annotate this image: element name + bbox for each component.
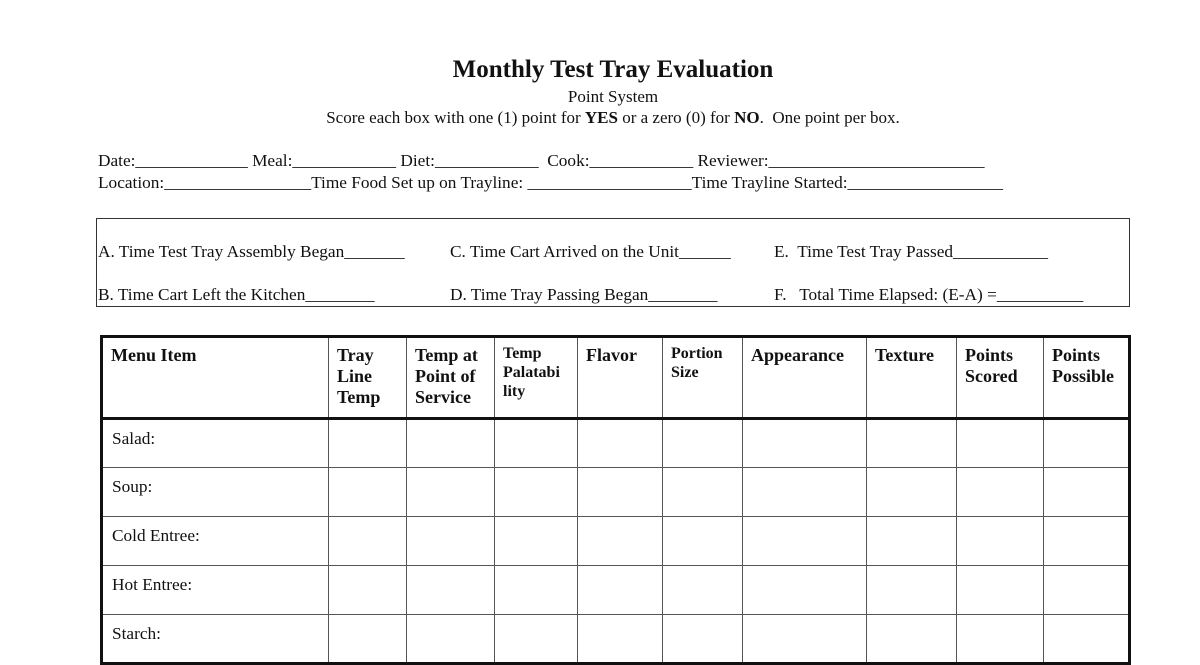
- score-cell[interactable]: [1044, 615, 1130, 664]
- score-cell[interactable]: [495, 615, 578, 664]
- score-cell[interactable]: [867, 468, 957, 517]
- score-cell[interactable]: [743, 615, 867, 664]
- time-field-d[interactable]: D. Time Tray Passing Began________: [450, 285, 718, 304]
- score-cell[interactable]: [329, 517, 407, 566]
- score-cell[interactable]: [867, 566, 957, 615]
- score-cell[interactable]: [743, 517, 867, 566]
- table-header-row: [102, 337, 1130, 419]
- score-cell[interactable]: [495, 517, 578, 566]
- instructions-text: or a zero (0) for: [617, 108, 735, 127]
- column-header-menu-item: Menu Item: [102, 337, 329, 419]
- column-header-tray-line-temp: Tray Line Temp: [329, 337, 407, 419]
- score-cell[interactable]: [578, 517, 663, 566]
- table-row: [102, 566, 1130, 615]
- info-fields-line-1[interactable]: Date:_____________ Meal:____________ Diet:____________ Cook:____________ Reviewer:_________________________: [98, 151, 985, 170]
- menu-item-label: Cold Entree:: [102, 517, 329, 566]
- table-row: [102, 615, 1130, 664]
- evaluation-table: [100, 335, 1131, 665]
- score-cell[interactable]: [578, 615, 663, 664]
- column-header-temp-point-of-service: Temp at Point of Service: [407, 337, 495, 419]
- score-cell[interactable]: [743, 468, 867, 517]
- score-cell[interactable]: [495, 566, 578, 615]
- column-header-temp-palatability: Temp Palatabi lity: [495, 337, 578, 419]
- column-header-points-scored: Points Scored: [957, 337, 1044, 419]
- score-cell[interactable]: [663, 615, 743, 664]
- score-cell[interactable]: [578, 419, 663, 468]
- menu-item-label: Hot Entree:: [102, 566, 329, 615]
- score-cell[interactable]: [957, 468, 1044, 517]
- time-field-f[interactable]: F. Total Time Elapsed: (E-A) =__________: [774, 285, 1084, 304]
- page-subtitle: Point System: [567, 87, 659, 106]
- score-cell[interactable]: [407, 566, 495, 615]
- score-cell[interactable]: [663, 517, 743, 566]
- score-cell[interactable]: [867, 419, 957, 468]
- score-cell[interactable]: [329, 615, 407, 664]
- menu-item-label: Salad:: [102, 419, 329, 468]
- time-tracking-box: [96, 218, 1130, 307]
- page-title: Monthly Test Tray Evaluation: [452, 56, 774, 83]
- instructions-text: . One point per box.: [759, 108, 900, 127]
- table-row: [102, 517, 1130, 566]
- score-cell[interactable]: [578, 566, 663, 615]
- score-cell[interactable]: [957, 517, 1044, 566]
- score-cell[interactable]: [495, 468, 578, 517]
- score-cell[interactable]: [867, 517, 957, 566]
- score-cell[interactable]: [329, 419, 407, 468]
- menu-item-label: Starch:: [102, 615, 329, 664]
- column-header-points-possible: Points Possible: [1044, 337, 1130, 419]
- score-cell[interactable]: [1044, 468, 1130, 517]
- instructions-no: NO: [734, 108, 760, 127]
- score-cell[interactable]: [663, 566, 743, 615]
- time-field-c[interactable]: C. Time Cart Arrived on the Unit______: [450, 242, 731, 261]
- column-header-appearance: Appearance: [743, 337, 867, 419]
- column-header-portion-size: Portion Size: [663, 337, 743, 419]
- instructions-yes: YES: [584, 108, 618, 127]
- score-cell[interactable]: [957, 615, 1044, 664]
- score-cell[interactable]: [407, 615, 495, 664]
- info-fields-line-2[interactable]: Location:_________________Time Food Set up on Trayline: ___________________Time Trayline Started:__________________: [98, 173, 1004, 192]
- score-cell[interactable]: [329, 566, 407, 615]
- score-cell[interactable]: [743, 566, 867, 615]
- time-field-a[interactable]: A. Time Test Tray Assembly Began_______: [98, 242, 405, 261]
- score-cell[interactable]: [1044, 419, 1130, 468]
- score-cell[interactable]: [663, 468, 743, 517]
- menu-item-label: Soup:: [102, 468, 329, 517]
- time-field-e[interactable]: E. Time Test Tray Passed___________: [774, 242, 1049, 261]
- score-cell[interactable]: [743, 419, 867, 468]
- table-row: [102, 468, 1130, 517]
- score-cell[interactable]: [578, 468, 663, 517]
- score-cell[interactable]: [663, 419, 743, 468]
- score-cell[interactable]: [407, 419, 495, 468]
- instructions-text: Score each box with one (1) point for: [326, 108, 585, 127]
- score-cell[interactable]: [495, 419, 578, 468]
- scoring-instructions: [0, 108, 1200, 128]
- score-cell[interactable]: [867, 615, 957, 664]
- score-cell[interactable]: [407, 468, 495, 517]
- column-header-texture: Texture: [867, 337, 957, 419]
- table-row: [102, 419, 1130, 468]
- score-cell[interactable]: [1044, 517, 1130, 566]
- score-cell[interactable]: [329, 468, 407, 517]
- score-cell[interactable]: [957, 419, 1044, 468]
- time-field-b[interactable]: B. Time Cart Left the Kitchen________: [98, 285, 375, 304]
- score-cell[interactable]: [957, 566, 1044, 615]
- score-cell[interactable]: [1044, 566, 1130, 615]
- score-cell[interactable]: [407, 517, 495, 566]
- column-header-flavor: Flavor: [578, 337, 663, 419]
